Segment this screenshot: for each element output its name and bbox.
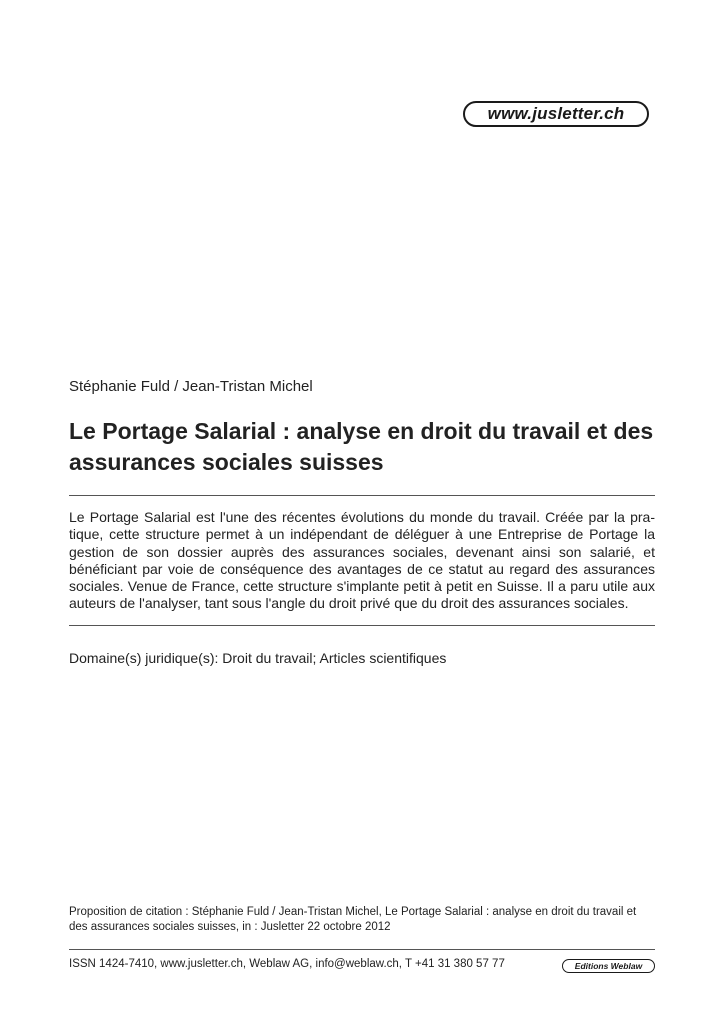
article-authors: Stéphanie Fuld / Jean-Tristan Michel xyxy=(69,378,313,395)
footer-issn-line: ISSN 1424-7410, www.jusletter.ch, Weblaw AG, info@weblaw.ch, T +41 31 380 57 77 xyxy=(69,958,505,970)
divider-top xyxy=(69,495,655,496)
divider-middle xyxy=(69,625,655,626)
editions-weblaw-logo[interactable]: Editions Weblaw xyxy=(562,959,655,973)
citation-proposal: Proposition de citation : Stéphanie Fuld / Jean-Tristan Michel, Le Portage Salarial : analyse en droit du travail et des assurances sociales suisses, in : Jusletter 22 octobre 2012 xyxy=(69,906,637,933)
article-title: Le Portage Salarial : analyse en droit du travail et des assurances sociales suisses xyxy=(69,418,654,475)
divider-footer xyxy=(69,949,655,950)
jusletter-logo[interactable]: www.jusletter.ch xyxy=(463,101,649,127)
article-abstract: Le Portage Salarial est l'une des récentes évolutions du monde du travail. Créée par la pratique, cette structure permet à un indépendant de déléguer à une Entreprise de Portage la gestion de son dossier auprès des assurances sociales, devenant ainsi son salarié, et bénéficiant par voie de conséquence des avantages de ce statut au regard des assurances sociales. Venue de France, cette structure s'implante petit à petit en Suisse. Il a paru utile aux auteurs de l'analyser, tant sous l'angle du droit privé que du droit des assurances sociales. xyxy=(69,509,655,612)
legal-domain: Domaine(s) juridique(s): Droit du travail; Articles scientifiques xyxy=(69,650,447,666)
